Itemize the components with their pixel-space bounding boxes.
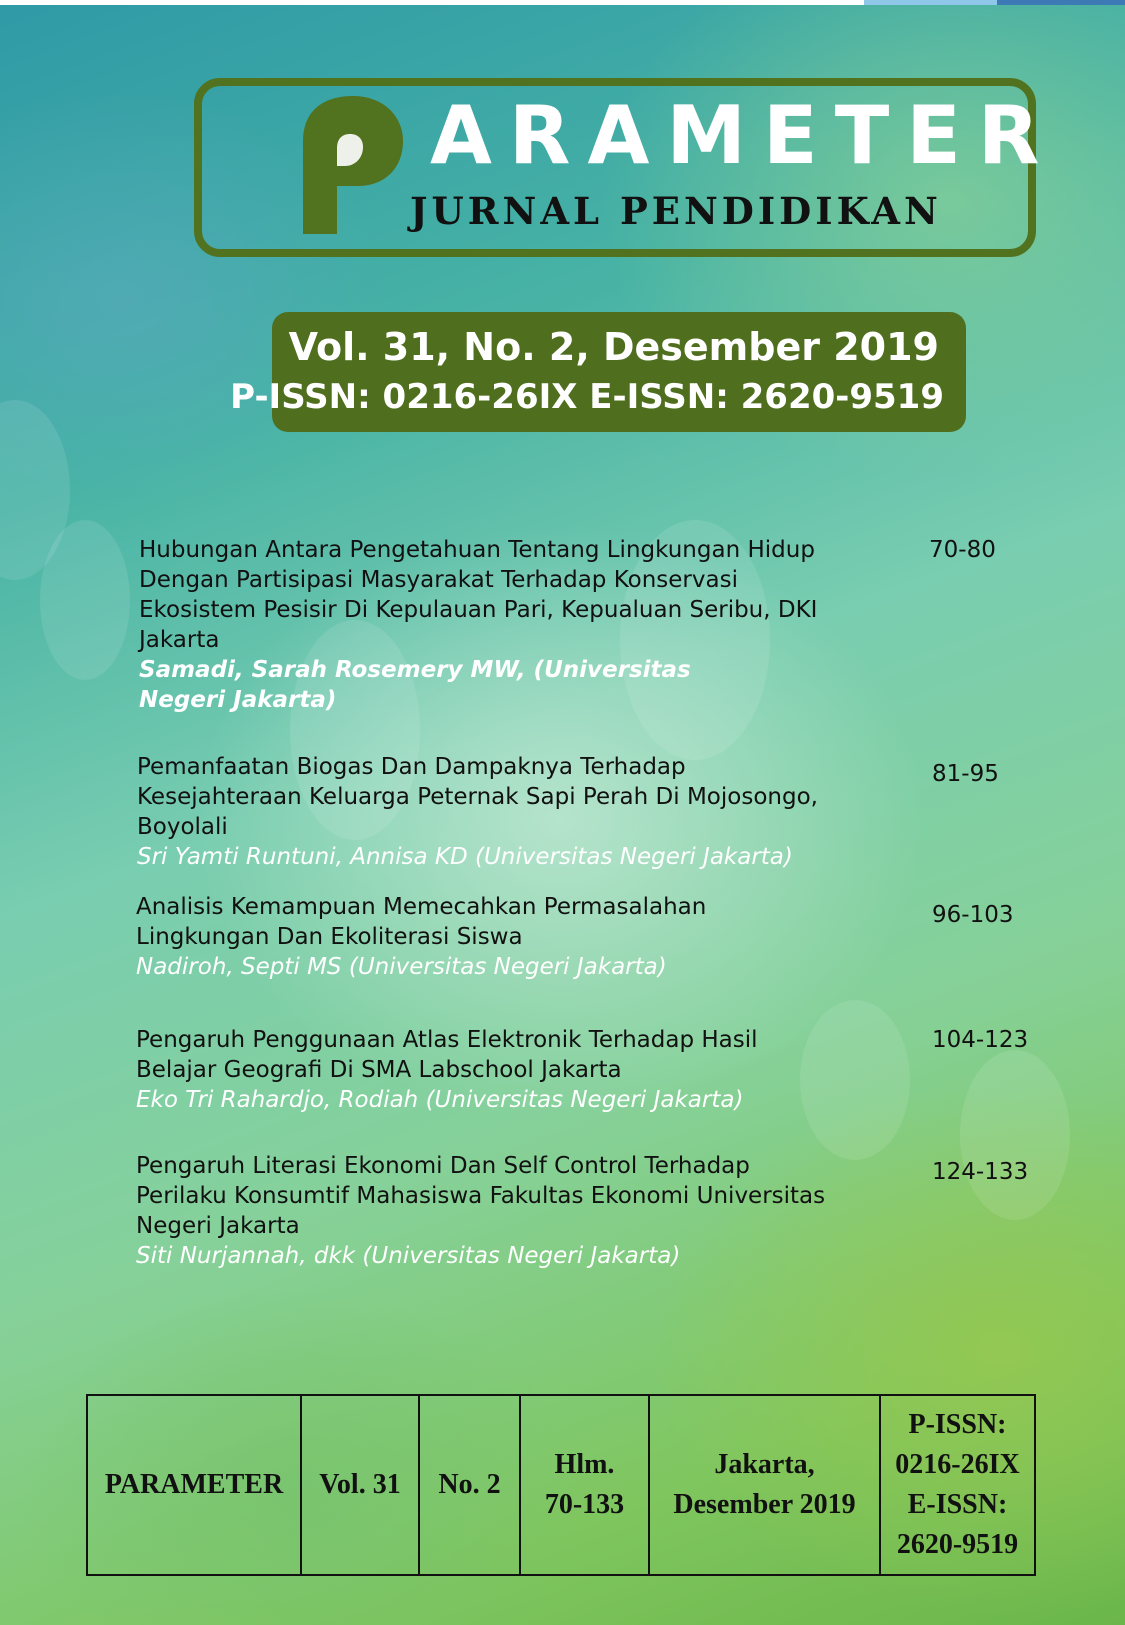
- article-pages: 96-103: [932, 902, 1014, 928]
- list-item: [136, 892, 826, 982]
- article-title: Pengaruh Penggunaan Atlas Elektronik Terhadap Hasil Belajar Geografi Di SMA Labschool Jakarta: [136, 1027, 758, 1083]
- journal-subtitle: JURNAL PENDIDIKAN: [410, 189, 942, 233]
- info-issn: P-ISSN: 0216-26IX E-ISSN: 2620-9519: [880, 1395, 1035, 1575]
- background-bokeh: [40, 520, 130, 680]
- article-authors: Samadi, Sarah Rosemery MW, (Universitas Negeri Jakarta): [139, 657, 691, 713]
- publication-info-table: [86, 1394, 1036, 1576]
- article-pages: 81-95: [932, 761, 999, 787]
- info-pages: Hlm. 70-133: [520, 1395, 649, 1575]
- info-journal-name: PARAMETER: [87, 1395, 301, 1575]
- article-title: Hubungan Antara Pengetahuan Tentang Lingkungan Hidup Dengan Partisipasi Masyarakat Terhadap Konservasi Ekosistem Pesisir Di Kepulauan Pari, Kepualuan Seribu, DKI Jakarta: [139, 537, 818, 653]
- article-pages: 104-123: [932, 1027, 1029, 1053]
- issue-volume-line: Vol. 31, No. 2, Desember 2019: [288, 325, 939, 369]
- background-bokeh: [960, 1050, 1070, 1220]
- list-item: [136, 1025, 836, 1115]
- issue-banner: [230, 312, 966, 432]
- issue-issn-line: P-ISSN: 0216-26IX E-ISSN: 2620-9519: [230, 377, 944, 417]
- article-authors: Siti Nurjannah, dkk (Universitas Negeri Jakarta): [136, 1243, 681, 1269]
- article-authors: Sri Yamti Runtuni, Annisa KD (Universitas Negeri Jakarta): [137, 844, 793, 870]
- article-title: Pemanfaatan Biogas Dan Dampaknya Terhadap Kesejahteraan Keluarga Peternak Sapi Perah Di Mojosongo, Boyolali: [137, 754, 818, 840]
- info-number: No. 2: [419, 1395, 520, 1575]
- info-volume: Vol. 31: [301, 1395, 419, 1575]
- article-authors: Nadiroh, Septi MS (Universitas Negeri Jakarta): [136, 954, 667, 980]
- article-pages: 124-133: [932, 1159, 1029, 1185]
- background-bokeh: [0, 400, 70, 580]
- list-item: [136, 1151, 826, 1271]
- article-title: Analisis Kemampuan Memecahkan Permasalahan Lingkungan Dan Ekoliterasi Siswa: [136, 894, 707, 950]
- logo-p-icon: [303, 96, 403, 234]
- article-authors: Eko Tri Rahardjo, Rodiah (Universitas Negeri Jakarta): [136, 1087, 744, 1113]
- article-pages: 70-80: [929, 537, 996, 563]
- top-color-strip: [0, 0, 1125, 5]
- list-item: [139, 535, 819, 715]
- journal-title: ARAMETER: [430, 89, 1057, 182]
- info-place-date: Jakarta, Desember 2019: [649, 1395, 880, 1575]
- list-item: [137, 752, 837, 872]
- article-title: Pengaruh Literasi Ekonomi Dan Self Control Terhadap Perilaku Konsumtif Mahasiswa Fakultas Ekonomi Universitas Negeri Jakarta: [136, 1153, 826, 1239]
